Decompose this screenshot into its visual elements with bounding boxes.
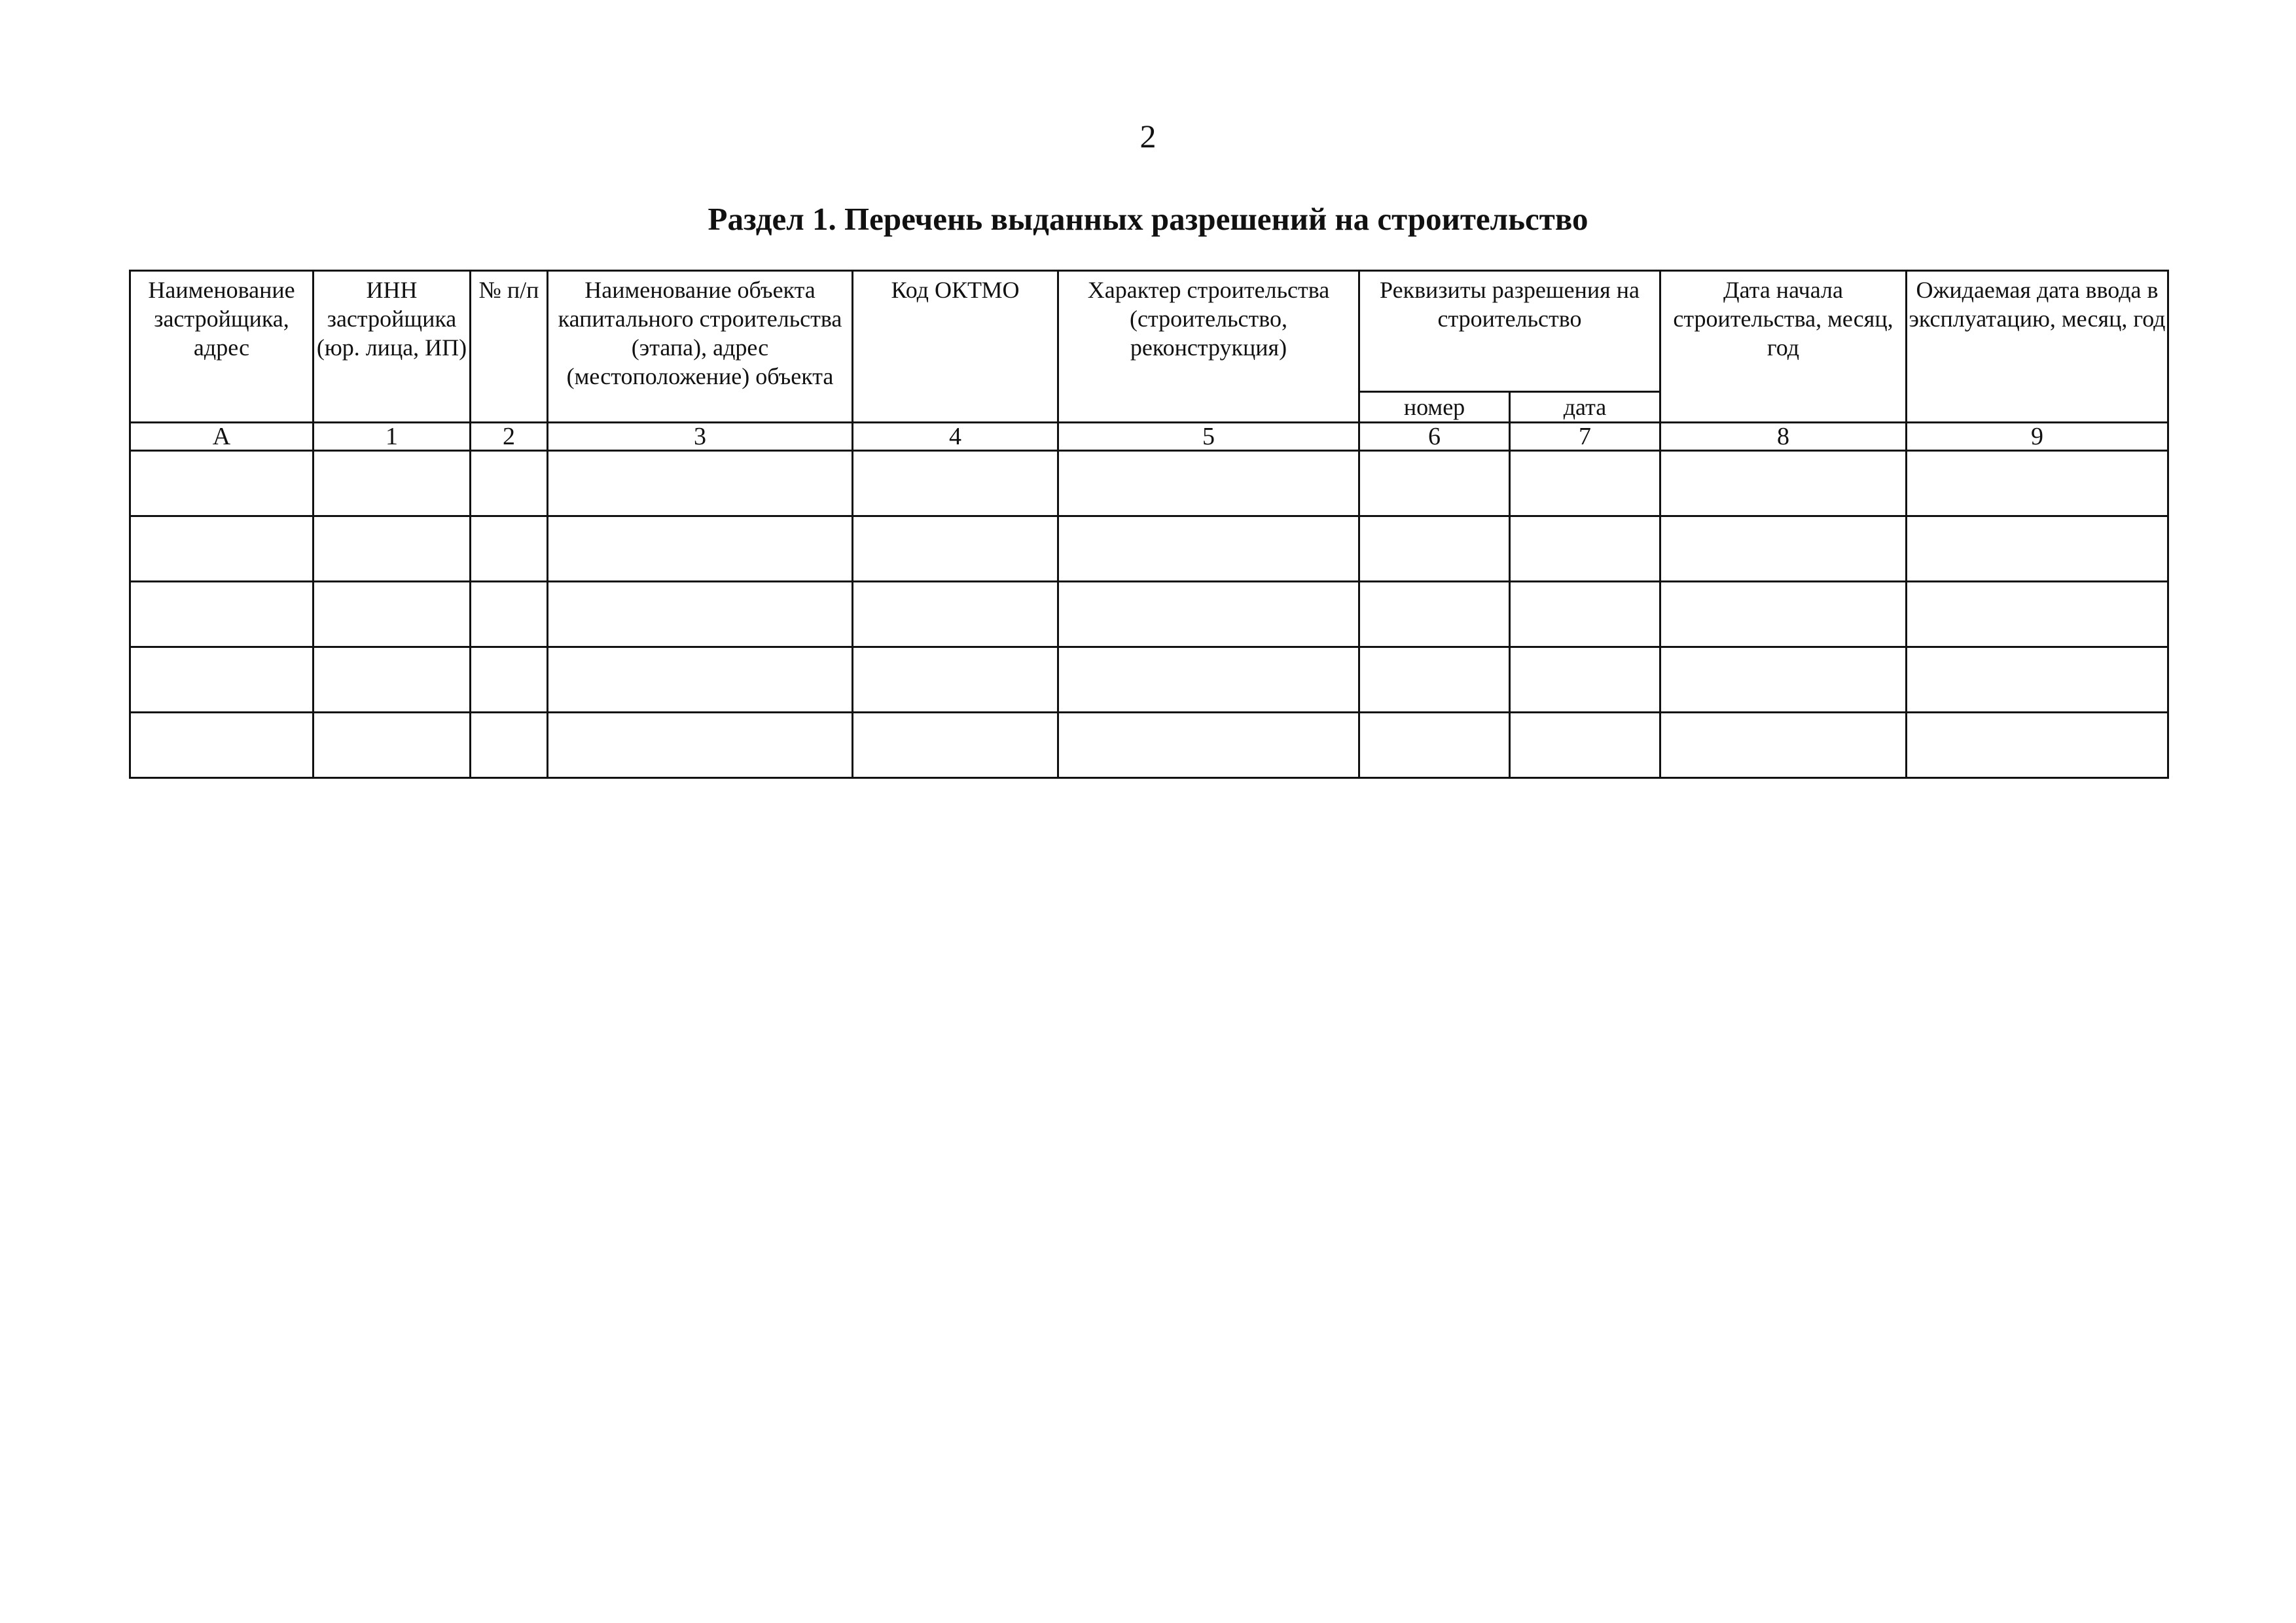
table-cell[interactable] — [853, 451, 1058, 516]
table-cell[interactable] — [548, 516, 853, 582]
table-cell[interactable] — [853, 647, 1058, 713]
table-cell[interactable] — [130, 451, 314, 516]
table-cell[interactable] — [1058, 516, 1359, 582]
column-number: 5 — [1058, 423, 1359, 451]
table-cell[interactable] — [853, 582, 1058, 647]
table-cell[interactable] — [853, 516, 1058, 582]
table-cell[interactable] — [130, 582, 314, 647]
header-commissioning-date: Ожидаемая дата ввода в эксплуатацию, месяц, год — [1907, 271, 2168, 423]
page-number: 2 — [1139, 118, 1157, 154]
header-construction-type: Характер строительства (строительство, реконструкция) — [1058, 271, 1359, 423]
table-cell[interactable] — [1510, 647, 1660, 713]
table-cell[interactable] — [130, 516, 314, 582]
column-number: 1 — [314, 423, 471, 451]
table-cell[interactable] — [471, 516, 548, 582]
table-cell[interactable] — [1660, 451, 1907, 516]
table-cell[interactable] — [1660, 647, 1907, 713]
table-cell[interactable] — [1660, 582, 1907, 647]
header-developer: Наименование застройщика, адрес — [130, 271, 314, 423]
header-permit-number: номер — [1359, 392, 1510, 423]
table-cell[interactable] — [130, 713, 314, 778]
table-cell[interactable] — [1359, 516, 1510, 582]
table-cell[interactable] — [471, 582, 548, 647]
table-cell[interactable] — [1510, 516, 1660, 582]
column-number: 6 — [1359, 423, 1510, 451]
table-cell[interactable] — [471, 451, 548, 516]
section-title: Раздел 1. Перечень выданных разрешений на строительство — [708, 201, 1588, 237]
table-cell[interactable] — [1907, 647, 2168, 713]
table-cell[interactable] — [1510, 451, 1660, 516]
table-cell[interactable] — [1660, 713, 1907, 778]
column-number: 8 — [1660, 423, 1907, 451]
header-oktmo: Код ОКТМО — [853, 271, 1058, 423]
column-number: А — [130, 423, 314, 451]
table-cell[interactable] — [314, 647, 471, 713]
table-cell[interactable] — [1907, 713, 2168, 778]
table-cell[interactable] — [548, 647, 853, 713]
table-row — [130, 647, 2168, 713]
table-cell[interactable] — [548, 713, 853, 778]
table-row — [130, 451, 2168, 516]
table-cell[interactable] — [1907, 451, 2168, 516]
table-cell[interactable] — [1058, 582, 1359, 647]
table-cell[interactable] — [314, 713, 471, 778]
table-cell[interactable] — [1359, 582, 1510, 647]
column-number: 7 — [1510, 423, 1660, 451]
table-cell[interactable] — [548, 582, 853, 647]
table-cell[interactable] — [1359, 713, 1510, 778]
table-cell[interactable] — [314, 451, 471, 516]
table-cell[interactable] — [130, 647, 314, 713]
table-cell[interactable] — [1359, 451, 1510, 516]
table-cell[interactable] — [1058, 713, 1359, 778]
table-row — [130, 516, 2168, 582]
table-body — [130, 451, 2168, 778]
table-cell[interactable] — [314, 582, 471, 647]
table-cell[interactable] — [1907, 516, 2168, 582]
header-object: Наименование объекта капитального строительства (этапа), адрес (местоположение) объекта — [548, 271, 853, 423]
column-numbers-row — [130, 423, 2168, 451]
header-permit-details: Реквизиты разрешения на строительство — [1359, 271, 1660, 392]
table-cell[interactable] — [1907, 582, 2168, 647]
permits-table — [129, 270, 2169, 779]
table-cell[interactable] — [1058, 647, 1359, 713]
column-number: 4 — [853, 423, 1058, 451]
table-cell[interactable] — [1660, 516, 1907, 582]
table-cell[interactable] — [1510, 582, 1660, 647]
header-permit-date: дата — [1510, 392, 1660, 423]
column-number: 3 — [548, 423, 853, 451]
header-inn: ИНН застройщика (юр. лица, ИП) — [314, 271, 471, 423]
header-start-date: Дата начала строительства, месяц, год — [1660, 271, 1907, 423]
header-row-number: № п/п — [471, 271, 548, 423]
table-cell[interactable] — [314, 516, 471, 582]
table-cell[interactable] — [471, 713, 548, 778]
table-cell[interactable] — [1359, 647, 1510, 713]
table-cell[interactable] — [853, 713, 1058, 778]
table-cell[interactable] — [548, 451, 853, 516]
table-row — [130, 713, 2168, 778]
table-cell[interactable] — [1058, 451, 1359, 516]
column-number: 9 — [1907, 423, 2168, 451]
table-cell[interactable] — [1510, 713, 1660, 778]
column-number: 2 — [471, 423, 548, 451]
table-row — [130, 582, 2168, 647]
table-cell[interactable] — [471, 647, 548, 713]
